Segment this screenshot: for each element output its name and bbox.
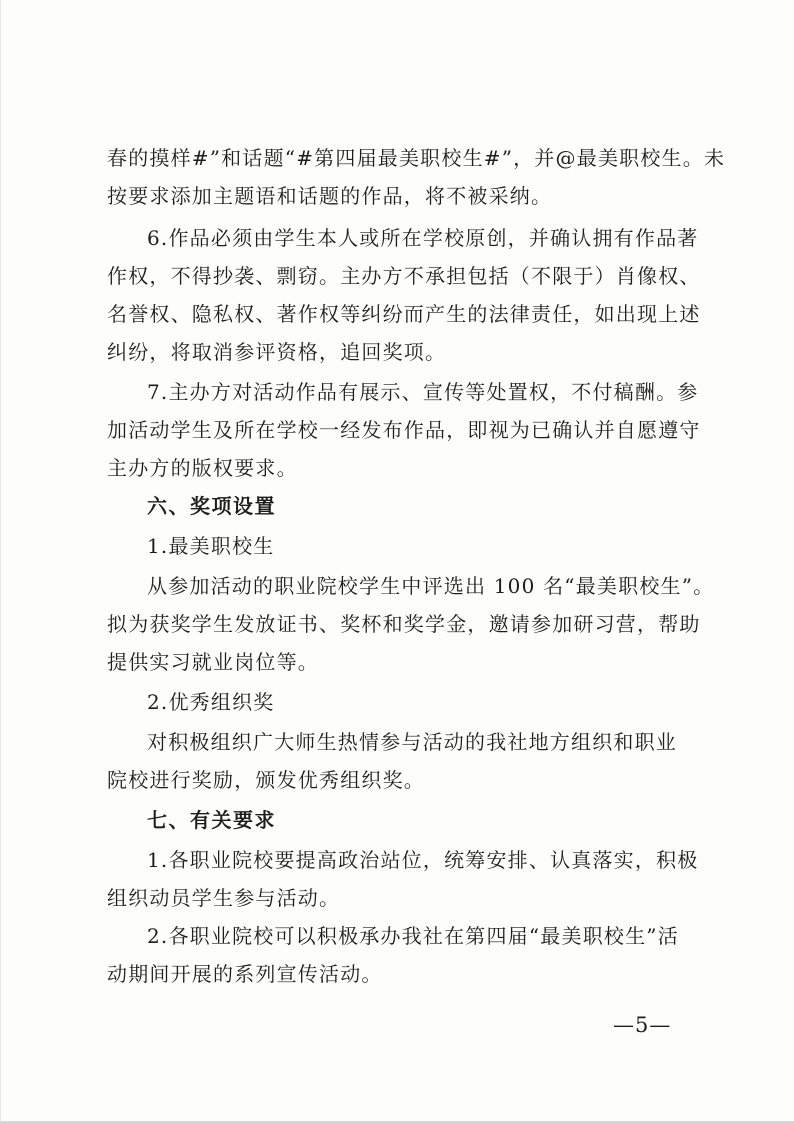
paragraph-line: 2.各职业院校可以积极承办我社在第四届“最美职校生”活 [147, 924, 679, 948]
paragraph-line: 组织动员学生参与活动。 [107, 886, 341, 910]
paragraph-line: 1.各职业院校要提高政治站位，统筹安排、认真落实，积极 [147, 848, 699, 872]
paragraph-line: 按要求添加主题语和话题的作品，将不被采纳。 [107, 184, 553, 208]
paragraph-line: 从参加活动的职业院校学生中评选出 100 名“最美职校生”。 [147, 574, 715, 598]
paragraph-line: 加活动学生及所在学校一经发布作品，即视为已确认并自愿遵守 [107, 418, 701, 442]
paragraph-line: 拟为获奖学生发放证书、奖杯和奖学金，邀请参加研习营，帮助 [107, 612, 701, 636]
paragraph-line: 对积极组织广大师生热情参与活动的我社地方组织和职业 [147, 730, 677, 754]
page-number: —5— [613, 1013, 672, 1037]
paragraph-line: 院校进行奖励，颁发优秀组织奖。 [107, 768, 425, 792]
paragraph-line: 6.作品必须由学生本人或所在学校原创，并确认拥有作品著 [147, 226, 699, 250]
paragraph-line: 7.主办方对活动作品有展示、宣传等处置权，不付稿酬。参 [147, 380, 699, 404]
paragraph-line: 春的摸样#”和话题“#第四届最美职校生#”，并@最美职校生。未 [107, 146, 726, 170]
item-title: 2.优秀组织奖 [147, 690, 275, 714]
paragraph-line: 主办方的版权要求。 [107, 456, 298, 480]
paragraph-line: 名誉权、隐私权、著作权等纠纷而产生的法律责任，如出现上述 [107, 302, 701, 326]
item-title: 1.最美职校生 [147, 534, 275, 558]
paragraph-line: 纠纷，将取消参评资格，追回奖项。 [107, 340, 447, 364]
paragraph-line: 作权，不得抄袭、剽窃。主办方不承担包括（不限于）肖像权、 [107, 264, 701, 288]
paragraph-line: 提供实习就业岗位等。 [107, 650, 319, 674]
section-heading: 七、有关要求 [147, 808, 276, 832]
section-heading: 六、奖项设置 [147, 494, 276, 518]
paragraph-line: 动期间开展的系列宣传活动。 [107, 962, 383, 986]
